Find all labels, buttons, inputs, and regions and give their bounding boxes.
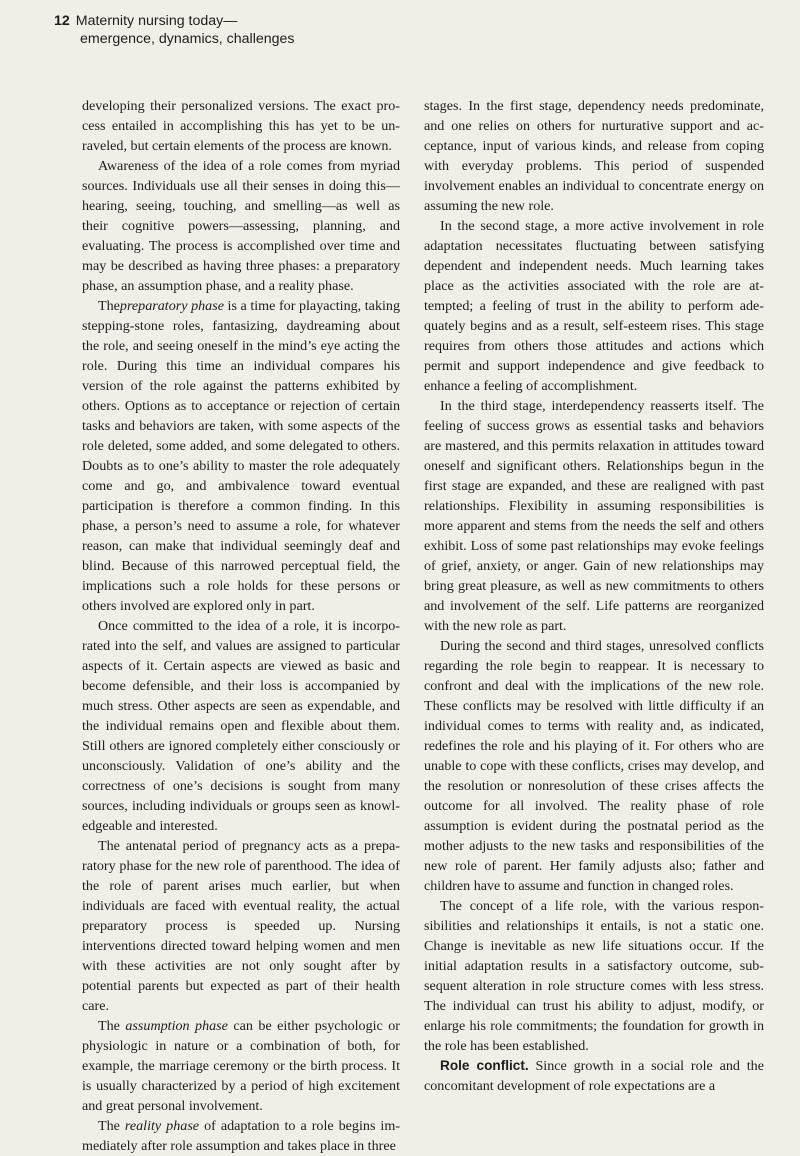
term-assumption-phase: assumption phase [125, 1018, 228, 1034]
paragraph-reality-phase [82, 1116, 400, 1156]
right-column [424, 96, 764, 1096]
paragraph-text: is a time for playacting, taking stepping-stone roles, fantasizing, daydreaming about the role, and seeing oneself in the mind’s eye acting the role. During this time an individual compares his version of the role against the patterns exhibited by others. Options as to acceptance or rejection of certain tasks and behaviors are taken, with some aspects of the role deleted, some added, and some delegated to others. Doubts as to one’s ability to master the role adequately come and go, and ambivalence toward eventual participation is therefore a common finding. In this phase, a person’s need to assume a role, for whatever reason, can make that individual seemingly deaf and blind. Because of this narrowed perceptual field, the implications such a role holds for these persons or others involved are explored only in part. [82, 298, 400, 614]
paragraph-text: can be either psychologic or physiologic in nature or a combination of both, for example, the marriage ceremony or the birth process. It is usually characterized by a period of high excitement and great personal involvement. [82, 1018, 400, 1114]
header-title-line-1: Maternity nursing today— [75, 13, 238, 29]
left-column [82, 96, 400, 1156]
page-number: 12 [54, 13, 70, 29]
paragraph-lead: The [98, 1018, 126, 1034]
paragraph-preparatory-phase [82, 296, 400, 616]
paragraph-assumption-phase [82, 1016, 400, 1116]
header-line-1 [54, 12, 295, 30]
paragraph-text: Since growth in a social role and the concomitant development of role expectations are a [424, 1058, 764, 1094]
paragraph: Awareness of the idea of a role comes from myriad sources. Individuals use all their senses in doing this— hearing, seeing, touching, and smelling—as well as their cognitive powers—assessing, planning, and evaluating. The process is accomplished over time and may be described as having three phases: a preparatory phase, an assumption phase, and a reality phase. [82, 158, 400, 294]
paragraph: In the second stage, a more active involvement in role adaptation necessitates fluctuating between satisfying dependent and independent needs. Much learning takes place as the activities associated with the role are attempted; a feeling of trust in the ability to perform adequately begins and as a result, self-esteem rises. This stage requires from others those attitudes and actions which permit and support independence and give feedback to enhance a feeling of accomplishment. [424, 218, 764, 394]
paragraph: The concept of a life role, with the various responsibilities and relationships it entails, is not a static one. Change is inevitable as new life situations occur. If the initial adaptation results in a satisfactory outcome, subsequent alteration in role structure comes with less stress. The individual can trust his ability to adjust, modify, or enlarge his role commitments; the foundation for growth in the role has been established. [424, 898, 764, 1054]
header-title-line-2: emergence, dynamics, challenges [80, 31, 295, 47]
running-header [54, 12, 295, 48]
paragraph-text: of adaptation to a role begins immediately after role assumption and takes place in three [82, 1118, 401, 1154]
paragraph: In the third stage, interdependency reasserts itself. The feeling of success grows as essential tasks and behaviors are mastered, and this permits relaxation in attitudes toward oneself and significant others. Relationships begun in the first stage are expanded, and these are realigned with past relationships. Flexibility in assuming responsibilities is more apparent and stems from the needs the self and others exhibit. Loss of some past relationships may evoke feelings of grief, anxiety, or anger. Gain of new relationships may bring great pleasure, as well as new commitments to others and involvement of the self. Life patterns are reorganized with the new role as part. [424, 398, 764, 634]
paragraph: developing their personalized versions. The exact process entailed in accomplishing this has yet to be unraveled, but certain elements of the process are known. [82, 98, 400, 154]
paragraph: During the second and third stages, unresolved conflicts regarding the role begin to reappear. It is necessary to confront and deal with the implications of the new role. These conflicts may be resolved with little difficulty if an individual comes to terms with reality and, as indicated, redefines the role and his playing of it. For others who are unable to cope with these conflicts, crises may develop, and the resolution or nonresolution of these crises affects the outcome for all involved. The reality phase of role assumption is evident during the postnatal period as the mother adjusts to the new tasks and responsibilities of the new role of parent. Her family adjusts also; father and children have to assume and function in changed roles. [424, 638, 764, 894]
paragraph-lead: The [98, 1118, 125, 1134]
term-reality-phase: reality phase [124, 1118, 200, 1134]
paragraph: The antenatal period of pregnancy acts as a preparatory phase for the new role of parenthood. The idea of the role of parent arises much earlier, but when individuals are faced with eventual reality, the actual preparatory process is speeded up. Nursing interventions directed toward helping women and men with these activities are not only sought after by potential parents but expected as part of their health care. [82, 838, 400, 1014]
run-in-heading-role-conflict: Role conflict. [440, 1058, 529, 1073]
term-preparatory-phase: preparatory phase [119, 298, 224, 314]
paragraph-lead: The [98, 298, 120, 314]
paragraph-role-conflict [424, 1056, 764, 1096]
paragraph: Once committed to the idea of a role, it is incorporated into the self, and values are assigned to particular aspects of it. Certain aspects are viewed as basic and become defensible, and their loss is accompanied by much stress. Other aspects are seen as expendable, and the individual remains open and flexible about them. Still others are ignored completely either consciously or unconsciously. Validation of one’s ability and the correctness of one’s decisions is sought from many sources, including individuals or groups seen as knowledgeable and interested. [82, 618, 400, 834]
paragraph: stages. In the first stage, dependency needs predominate, and one relies on others for nurturative support and acceptance, input of various kinds, and release from coping with everyday problems. This period of suspended involvement enables an individual to concentrate energy on assuming the new role. [424, 98, 764, 214]
